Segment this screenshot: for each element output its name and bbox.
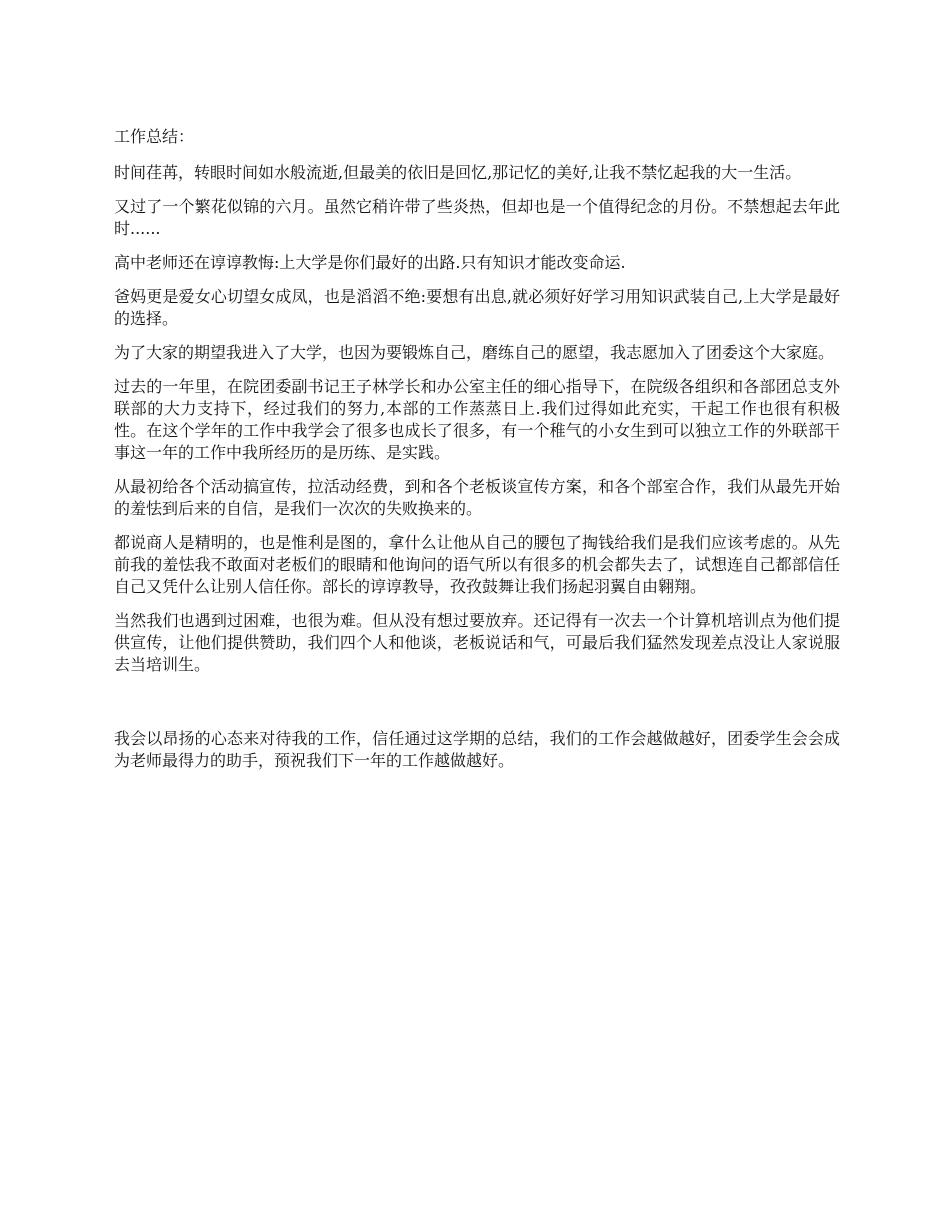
paragraph: 高中老师还在谆谆教悔:上大学是你们最好的出路.只有知识才能改变命运. [114, 253, 626, 272]
paragraph: 时间荏苒，转眼时间如水般流逝,但最美的依旧是回忆,那记忆的美好,让我不禁忆起我的大一生活。 [114, 163, 802, 182]
paragraph: 从最初给各个活动搞宣传，拉活动经费，到和各个老板谈宣传方案，和各个部室合作，我们从最先开始的羞怯到后来的自信，是我们一次次的失败换来的。 [114, 477, 840, 518]
paragraph: 当然我们也遇到过困难，也很为难。但从没有想过要放弃。还记得有一次去一个计算机培训点为他们提供宣传，让他们提供赞助，我们四个人和他谈，老板说话和气，可最后我们猛然发现差点没让人家说服去当培训生。 [114, 611, 840, 674]
paragraph: 都说商人是精明的，也是惟利是图的，拿什么让他从自己的腰包了掏钱给我们是我们应该考虑的。从先前我的羞怯我不敢面对老板们的眼睛和他询问的语气所以有很多的机会都失去了，试想连自己都部信任自己又凭什么让别人信任你。部长的谆谆教导，孜孜鼓舞让我们扬起羽翼自由翱翔。 [114, 533, 840, 596]
paragraph: 爸妈更是爱女心切望女成凤，也是滔滔不绝:要想有出息,就必须好好学习用知识武装自己,上大学是最好的选择。 [114, 287, 840, 328]
closing-paragraph: 我会以昂扬的心态来对待我的工作，信任通过这学期的总结，我们的工作会越做越好，团委学生会会成为老师最得力的助手，预祝我们下一年的工作越做越好。 [114, 729, 840, 770]
document-heading: 工作总结： [114, 127, 195, 146]
paragraph: 为了大家的期望我进入了大学，也因为要锻炼自己，磨练自己的愿望，我志愿加入了团委这个大家庭。 [114, 343, 835, 362]
paragraph: 又过了一个繁花似锦的六月。虽然它稍许带了些炎热，但却也是一个值得纪念的月份。不禁想起去年此时...... [114, 197, 840, 238]
paragraph: 过去的一年里，在院团委副书记王子林学长和办公室主任的细心指导下，在院级各组织和各部团总支外联部的大力支持下，经过我们的努力,本部的工作蒸蒸日上.我们过得如此充实，干起工作也很有积极性。在这个学年的工作中我学会了很多也成长了很多，有一个稚气的小女生到可以独立工作的外联部干事这一年的工作中我所经历的是历练、是实践。 [114, 377, 840, 462]
document-body [114, 126, 840, 784]
blank-gap [114, 688, 840, 728]
